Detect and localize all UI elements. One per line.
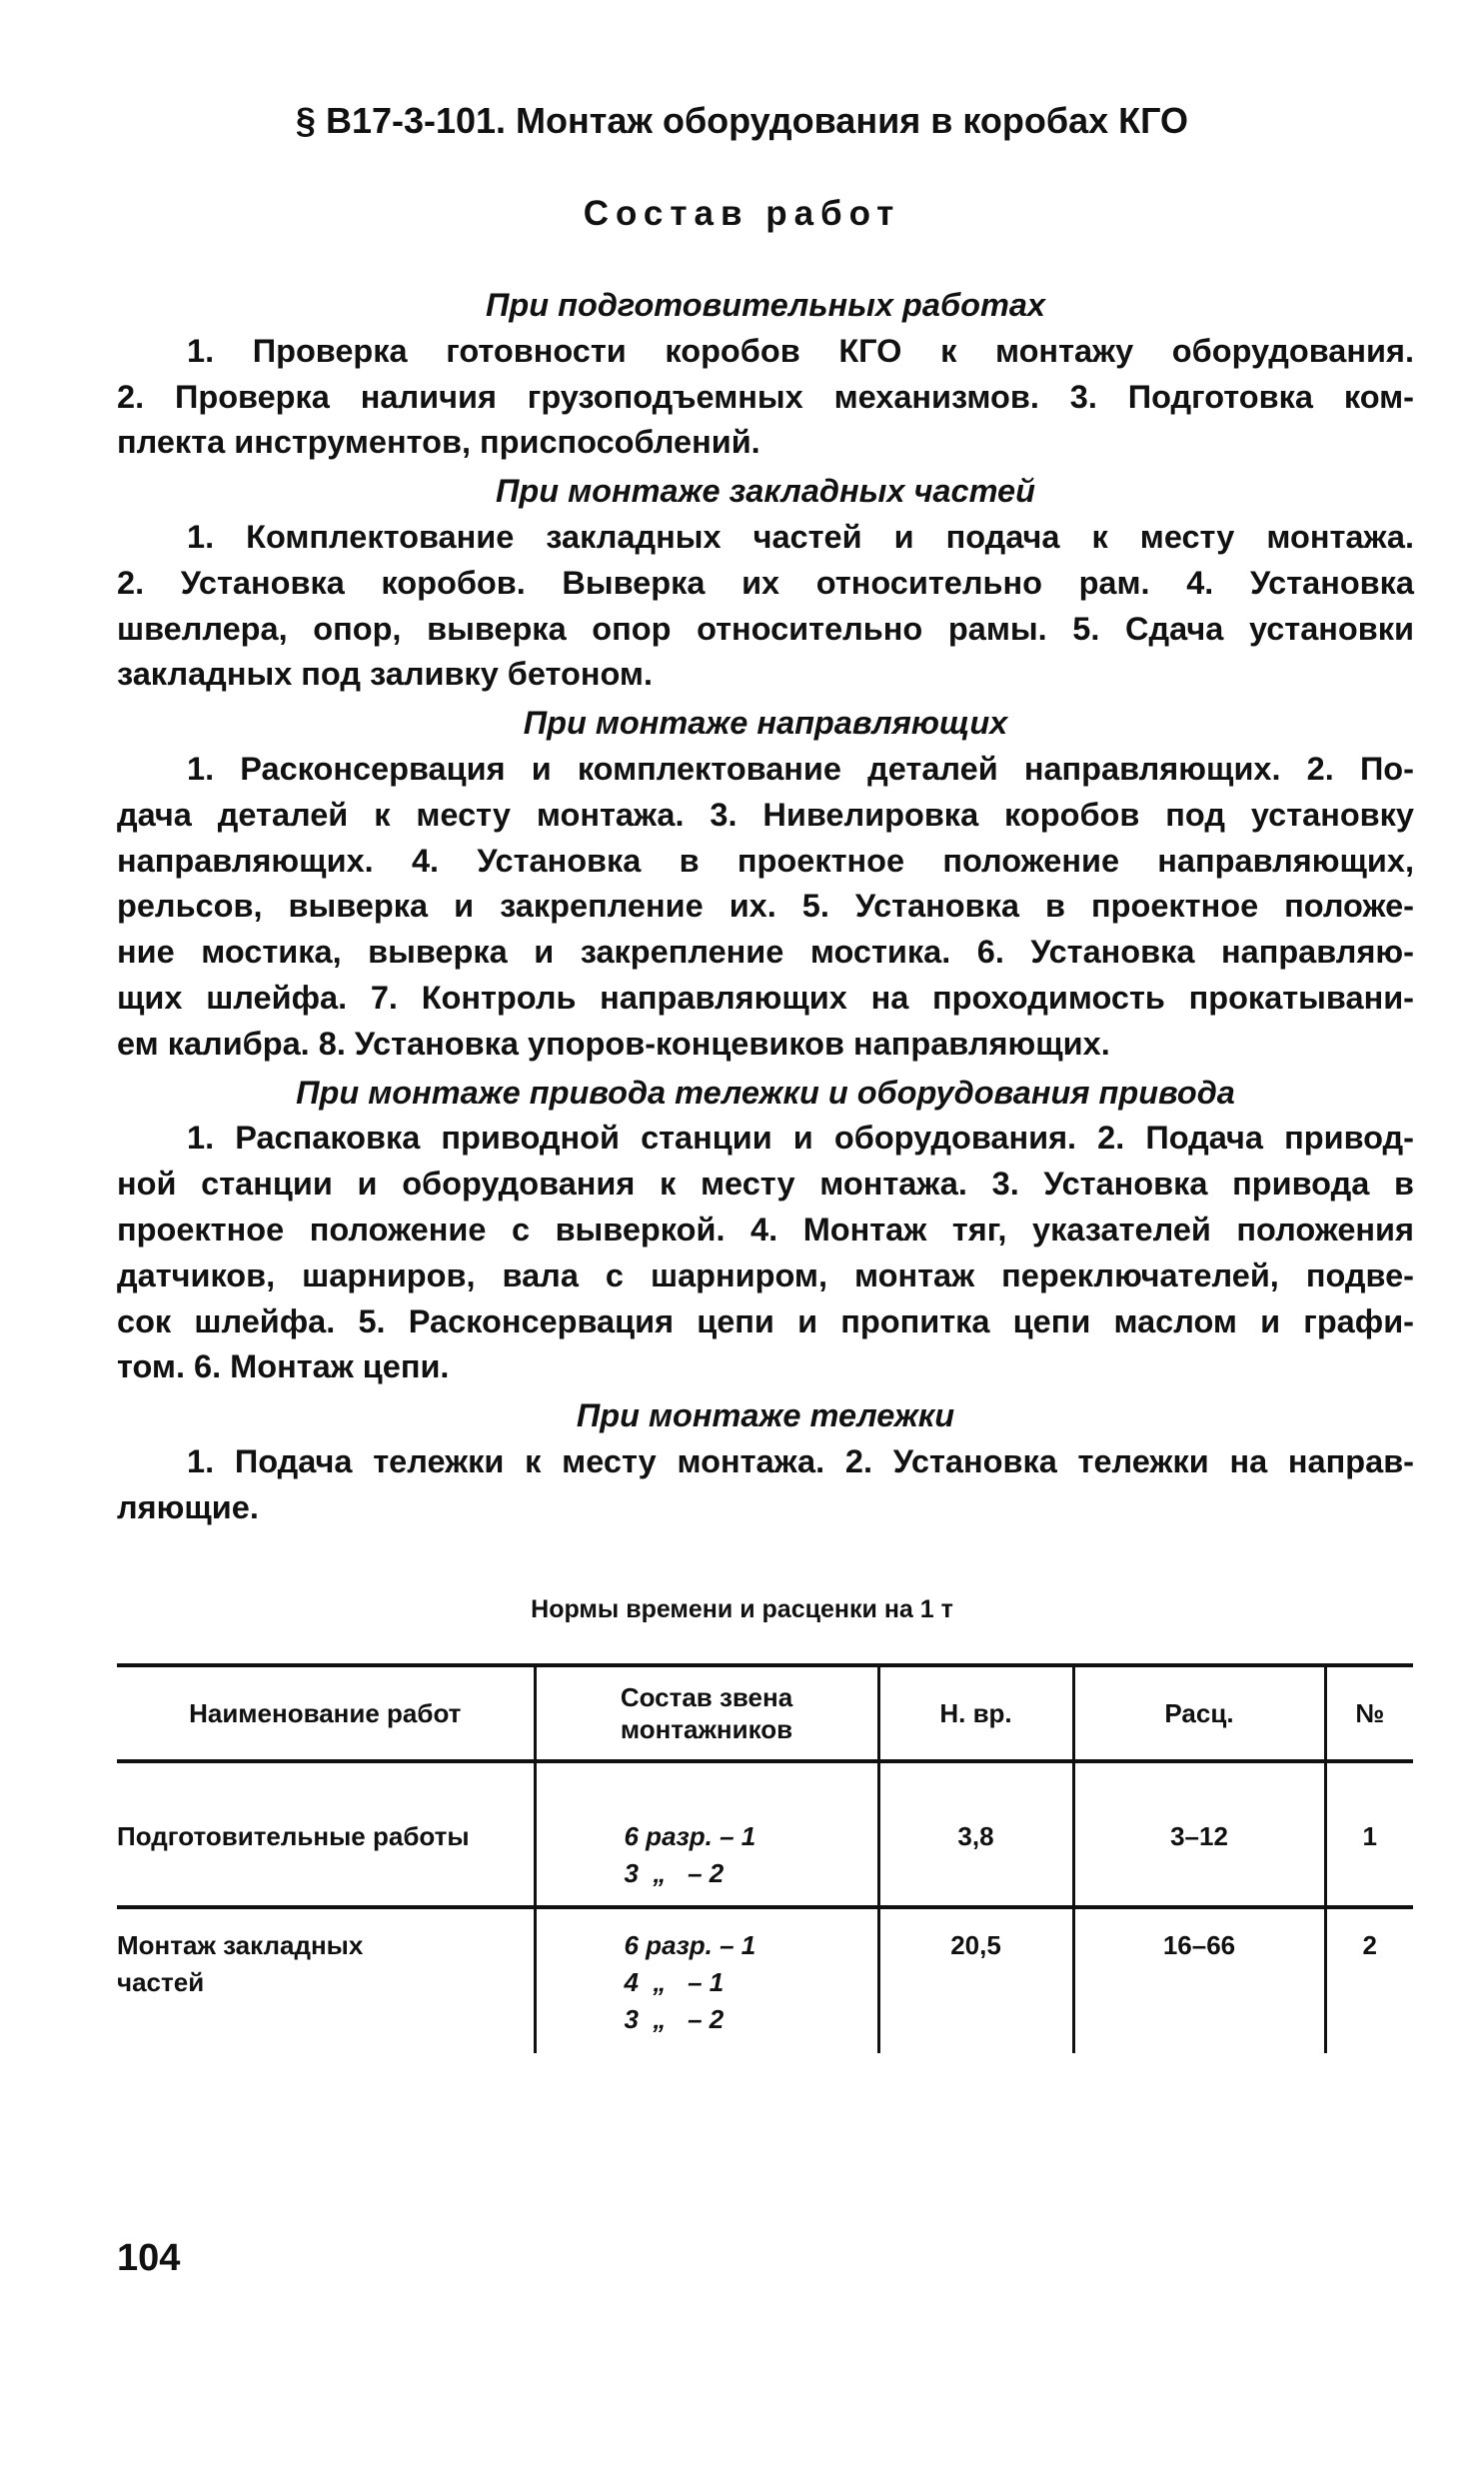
cell-no: 1 [1325, 1761, 1413, 1907]
paragraph-line: 1. Проверка готовности коробов КГО к монтажу оборудования. [187, 332, 1414, 369]
section-heading: При монтаже тележки [576, 1397, 955, 1434]
crew-line: 4 „ – 1 [624, 1967, 725, 1997]
paragraph-line: сок шлейфа. 5. Расконсервация цепи и пропитка цепи маслом и графи- [117, 1302, 1414, 1339]
crew-line: 3 „ – 2 [624, 1858, 725, 1888]
paragraph-line: закладных под заливку бетоном. [117, 656, 653, 693]
cell-crew [535, 1907, 878, 2053]
header-norm: Н. вр. [878, 1665, 1073, 1761]
work-composition [117, 280, 1414, 1531]
paragraph-line: направляющих. 4. Установка в проектное положение направляющих, [117, 842, 1414, 879]
header-name: Наименование работ [189, 1698, 462, 1728]
table-header-row [117, 1665, 1413, 1761]
crew-line: 3 „ – 2 [624, 2004, 725, 2034]
paragraph-line: проектное положение с выверкой. 4. Монтаж тяг, указателей положения [117, 1211, 1414, 1247]
paragraph-line: ние мостика, выверка и закрепление мостика. 6. Установка направляю- [117, 934, 1414, 971]
paragraph-line: ляющие. [117, 1488, 259, 1525]
paragraph-line: 2. Проверка наличия грузоподъемных механизмов. 3. Подготовка ком- [117, 378, 1414, 415]
cell-no: 2 [1325, 1907, 1413, 2053]
paragraph-line: 1. Расконсервация и комплектование деталей направляющих. 2. По- [187, 750, 1414, 787]
page-number: 104 [117, 2237, 181, 2279]
paragraph-line: 1. Подача тележки к месту монтажа. 2. Установка тележки на направ- [187, 1442, 1414, 1479]
table-row [117, 1761, 1413, 1907]
section-heading: При монтаже закладных частей [496, 473, 1035, 510]
section-heading: При монтаже направляющих [523, 705, 1008, 742]
paragraph-line: швеллера, опор, выверка опор относительно рамы. 5. Сдача установки [117, 610, 1414, 647]
cell-norm: 20,5 [878, 1907, 1073, 2053]
paragraph-line: датчиков, шарниров, вала с шарниром, монтаж переключателей, подве- [117, 1256, 1414, 1293]
cell-name: Подготовительные работы [117, 1821, 470, 1851]
header-rate: Расц. [1073, 1665, 1325, 1761]
cell-crew [535, 1761, 878, 1907]
paragraph-line: 2. Установка коробов. Выверка их относительно рам. 4. Установка [117, 564, 1414, 601]
paragraph-line: ной станции и оборудования к месту монтажа. 3. Установка привода в [117, 1166, 1414, 1203]
paragraph-line: дача деталей к месту монтажа. 3. Нивелировка коробов под установку [117, 796, 1414, 833]
header-crew: Состав звена монтажников [535, 1665, 878, 1761]
cell-rate: 3–12 [1073, 1761, 1325, 1907]
paragraph-line: щих шлейфа. 7. Контроль направляющих на проходимость прокатывани- [117, 979, 1414, 1016]
crew-line: 6 разр. – 1 [624, 1821, 756, 1851]
paragraph-line: 1. Распаковка приводной станции и оборудования. 2. Подача привод- [187, 1120, 1414, 1157]
cell-rate: 16–66 [1073, 1907, 1325, 2053]
paragraph-line: том. 6. Монтаж цепи. [117, 1348, 450, 1385]
paragraph-line: 1. Комплектование закладных частей и подача к месту монтажа. [187, 518, 1414, 555]
paragraph-line: рельсов, выверка и закрепление их. 5. Установка в проектное положе- [117, 888, 1414, 925]
cell-norm: 3,8 [878, 1761, 1073, 1907]
section-title: § В17-3-101. Монтаж оборудования в коробах КГО [295, 100, 1189, 141]
paragraph-line: ем калибра. 8. Установка упоров-концевиков направляющих. [117, 1025, 1110, 1062]
table-row [117, 1907, 1413, 2053]
cell-name: Монтаж закладных частей [117, 1930, 364, 1997]
paragraph-line: плекта инструментов, приспособлений. [117, 424, 760, 461]
header-no: № [1325, 1665, 1413, 1761]
section-heading: При подготовительных работах [486, 287, 1045, 323]
norms-table [117, 1663, 1413, 2053]
table-caption: Нормы времени и расценки на 1 т [531, 1595, 953, 1623]
subtitle: Состав работ [583, 194, 901, 233]
section-heading: При монтаже привода тележки и оборудования привода [296, 1074, 1235, 1111]
crew-line: 6 разр. – 1 [624, 1930, 756, 1960]
